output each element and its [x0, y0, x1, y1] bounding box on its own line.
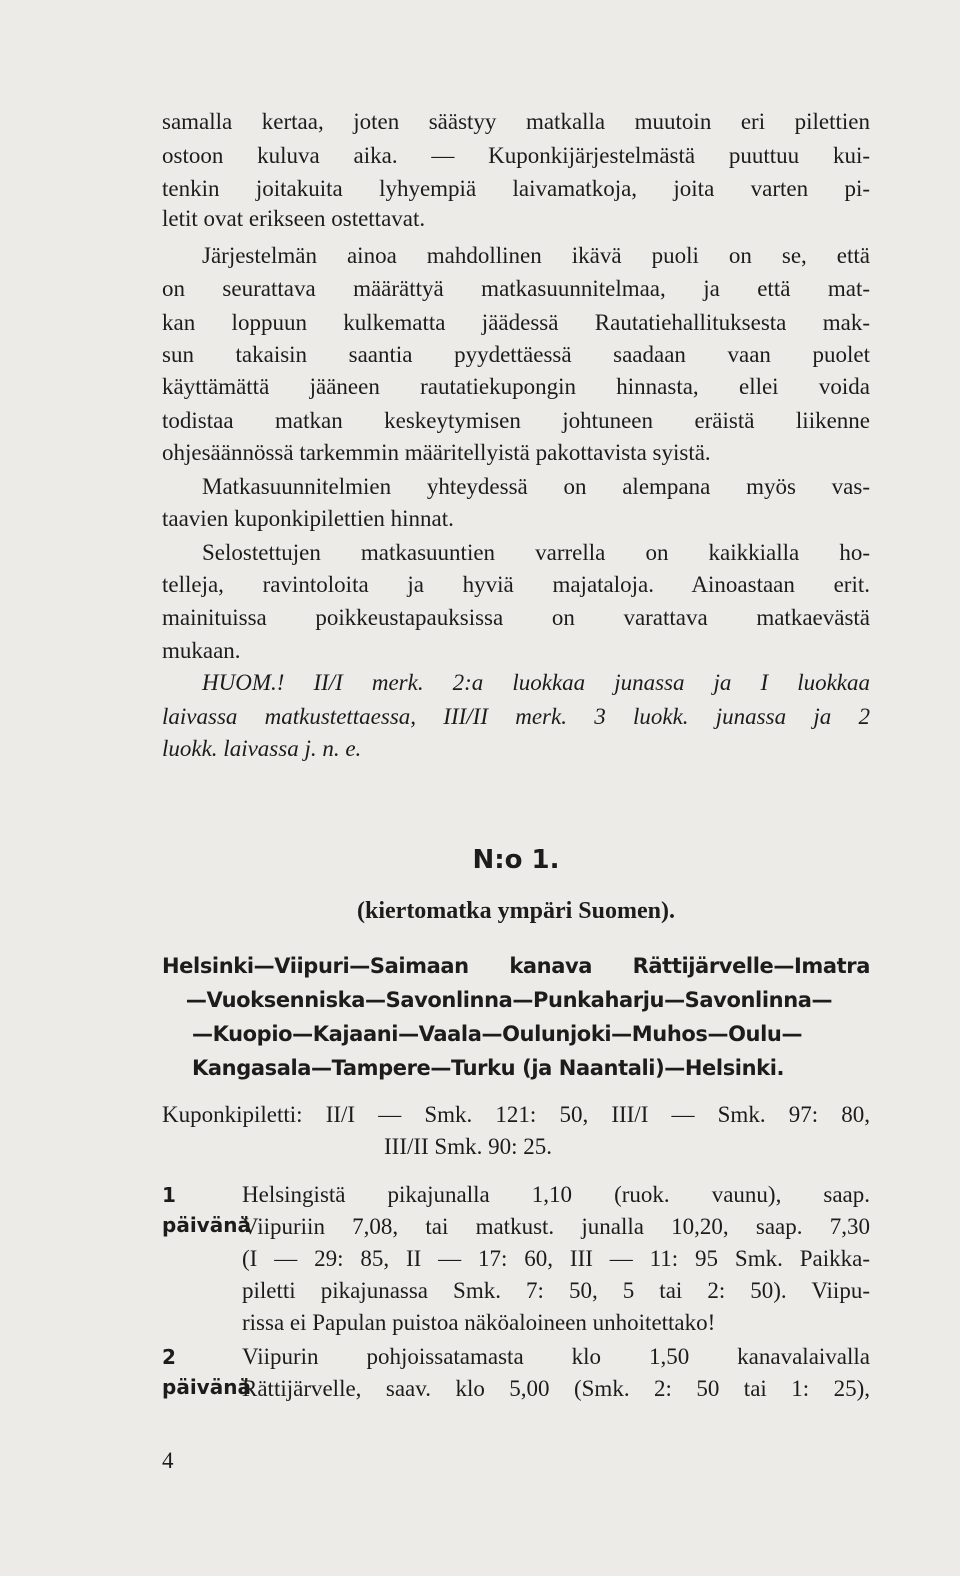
- body-line: kan loppuun kulkematta jäädessä Rautatiehallituksesta mak-: [162, 310, 870, 335]
- body-line: mukaan.: [162, 638, 241, 663]
- note-line: HUOM.! II/I merk. 2:a luokkaa junassa ja I luokkaa: [202, 670, 870, 695]
- body-line: samalla kertaa, joten säästyy matkalla muutoin eri pilettien: [162, 109, 870, 134]
- body-line: Matkasuunnitelmien yhteydessä on alempana myös vas-: [202, 474, 870, 499]
- body-line: Järjestelmän ainoa mahdollinen ikävä puoli on se, että: [202, 243, 870, 268]
- note-line: laivassa matkustettaessa, III/II merk. 3 luokk. junassa ja 2: [162, 704, 870, 729]
- day-line: Rättijärvelle, saav. klo 5,00 (Smk. 2: 50 tai 1: 25),: [242, 1376, 870, 1401]
- day-label: 1 päivänä: [162, 1183, 251, 1237]
- route-line: —Kuopio—Kajaani—Vaala—Oulunjoki—Muhos—Oulu—: [192, 1022, 803, 1046]
- day-label: 2 päivänä: [162, 1345, 251, 1399]
- body-line: ohjesäännössä tarkemmin määritellyistä pakottavista syistä.: [162, 440, 711, 465]
- day-line: Viipurin pohjoissatamasta klo 1,50 kanavalaivalla: [242, 1344, 870, 1369]
- body-line: ostoon kuluva aika. — Kuponkijärjestelmästä puuttuu kui-: [162, 143, 870, 168]
- day-line: piletti pikajunassa Smk. 7: 50, 5 tai 2: 50). Viipu-: [242, 1278, 870, 1303]
- price-line: III/II Smk. 90: 25.: [384, 1134, 553, 1159]
- route-line: —Vuoksenniska—Savonlinna—Punkaharju—Savonlinna—: [185, 988, 833, 1012]
- route-line: Helsinki—Viipuri—Saimaan kanava Rättijärvelle—Imatra: [162, 954, 870, 978]
- section-subtitle: (kiertomatka ympäri Suomen).: [357, 898, 675, 924]
- day-line: Viipuriin 7,08, tai matkust. junalla 10,20, saap. 7,30: [242, 1214, 870, 1239]
- body-line: mainituissa poikkeustapauksissa on varattava matkaevästä: [162, 605, 870, 630]
- route-line: Kangasala—Tampere—Turku (ja Naantali)—Helsinki.: [192, 1056, 785, 1080]
- body-line: käyttämättä jääneen rautatiekupongin hinnasta, ellei voida: [162, 374, 870, 399]
- body-line: taavien kuponkipilettien hinnat.: [162, 506, 454, 531]
- day-line: Helsingistä pikajunalla 1,10 (ruok. vaunu), saap.: [242, 1182, 870, 1207]
- body-line: tenkin joitakuita lyhyempiä laivamatkoja, joita varten pi-: [162, 176, 870, 201]
- section-number: N:o 1.: [472, 845, 560, 875]
- day-line: rissa ei Papulan puistoa näköaloineen unhoitettako!: [242, 1310, 716, 1335]
- body-line: sun takaisin saantia pyydettäessä saadaan vaan puolet: [162, 342, 870, 367]
- body-line: on seurattava määrättyä matkasuunnitelmaa, ja että mat-: [162, 276, 870, 301]
- day-line: (I — 29: 85, II — 17: 60, III — 11: 95 Smk. Paikka-: [242, 1246, 870, 1271]
- body-line: letit ovat erikseen ostettavat.: [162, 206, 426, 231]
- page-number: 4: [162, 1448, 174, 1473]
- body-line: telleja, ravintoloita ja hyviä majataloja. Ainoastaan erit.: [162, 572, 870, 597]
- body-line: Selostettujen matkasuuntien varrella on kaikkialla ho-: [202, 540, 870, 565]
- price-line: Kuponkipiletti: II/I — Smk. 121: 50, III/I — Smk. 97: 80,: [162, 1102, 870, 1127]
- note-line: luokk. laivassa j. n. e.: [162, 736, 362, 761]
- text-column: [162, 0, 870, 1576]
- body-line: todistaa matkan keskeytymisen johtuneen eräistä liikenne: [162, 408, 870, 433]
